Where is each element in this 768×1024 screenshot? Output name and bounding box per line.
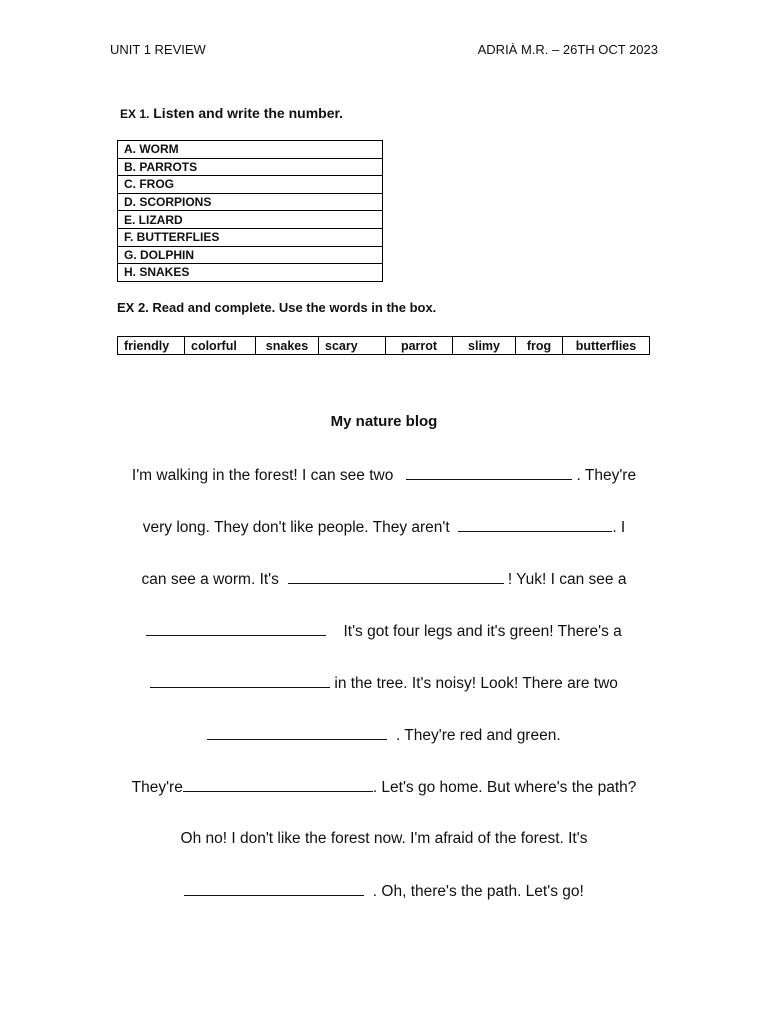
word-list-item: B. PARROTS [118,158,383,176]
blog-text: ! Yuk! I can see a [503,571,627,588]
answer-blank[interactable] [288,569,504,584]
answer-blank[interactable] [184,881,364,896]
header-unit-title: UNIT 1 REVIEW [110,42,206,57]
blog-line [0,725,768,746]
blog-text: They're [131,779,183,796]
word-list-item: A. WORM [118,141,383,159]
exercise-2-title: EX 2. Read and complete. Use the words in the box. [117,300,437,315]
blog-text: I'm walking in the forest! I can see two [131,467,407,484]
exercise-1-instruction: Listen and write the number. [149,105,344,121]
blog-line [0,777,768,798]
blog-text: can see a worm. It's [141,571,288,588]
blog-title: My nature blog [330,413,438,430]
blog-line [0,465,768,486]
blog-text: . Oh, there's the path. Let's go! [364,883,584,900]
exercise-2-word-box [117,336,650,355]
word-box-item: colorful [185,337,256,355]
word-box-item: parrot [386,337,453,355]
answer-blank[interactable] [150,673,330,688]
blog-line [0,517,768,538]
blog-line [0,569,768,590]
word-list-item: H. SNAKES [118,264,383,282]
blog-text: in the tree. It's noisy! Look! There are two [330,675,618,692]
word-list-item: E. LIZARD [118,211,383,229]
answer-blank[interactable] [458,517,612,532]
word-list-item: C. FROG [118,176,383,194]
word-box-item: snakes [256,337,319,355]
word-box-item: frog [516,337,563,355]
blog-text: It's got four legs and it's green! There's a [326,623,622,640]
blog-text: . Let's go home. But where's the path? [372,779,637,796]
answer-blank[interactable] [406,465,572,480]
blog-line [0,881,768,902]
word-list-item: G. DOLPHIN [118,246,383,264]
exercise-1-word-list [117,140,383,282]
word-list-item: D. SCORPIONS [118,193,383,211]
word-box-item: friendly [118,337,185,355]
answer-blank[interactable] [183,777,373,792]
word-box-item: scary [319,337,386,355]
word-box-item: slimy [453,337,516,355]
blog-text: . They're red and green. [387,727,561,744]
blog-line [0,829,768,849]
blog-text: very long. They don't like people. They aren't [142,519,459,536]
word-box-item: butterflies [563,337,650,355]
answer-blank[interactable] [207,725,387,740]
blog-text: Oh no! I don't like the forest now. I'm afraid of the forest. It's [180,830,588,847]
blog-text: . I [612,519,626,536]
blog-line [0,621,768,642]
exercise-1-prefix: EX 1. [120,107,150,121]
header-author-date: ADRIÀ M.R. – 26TH OCT 2023 [477,42,658,57]
blog-text: . They're [572,467,637,484]
answer-blank[interactable] [146,621,326,636]
word-list-item: F. BUTTERFLIES [118,228,383,246]
blog-line [0,673,768,694]
exercise-1-title [120,105,343,121]
